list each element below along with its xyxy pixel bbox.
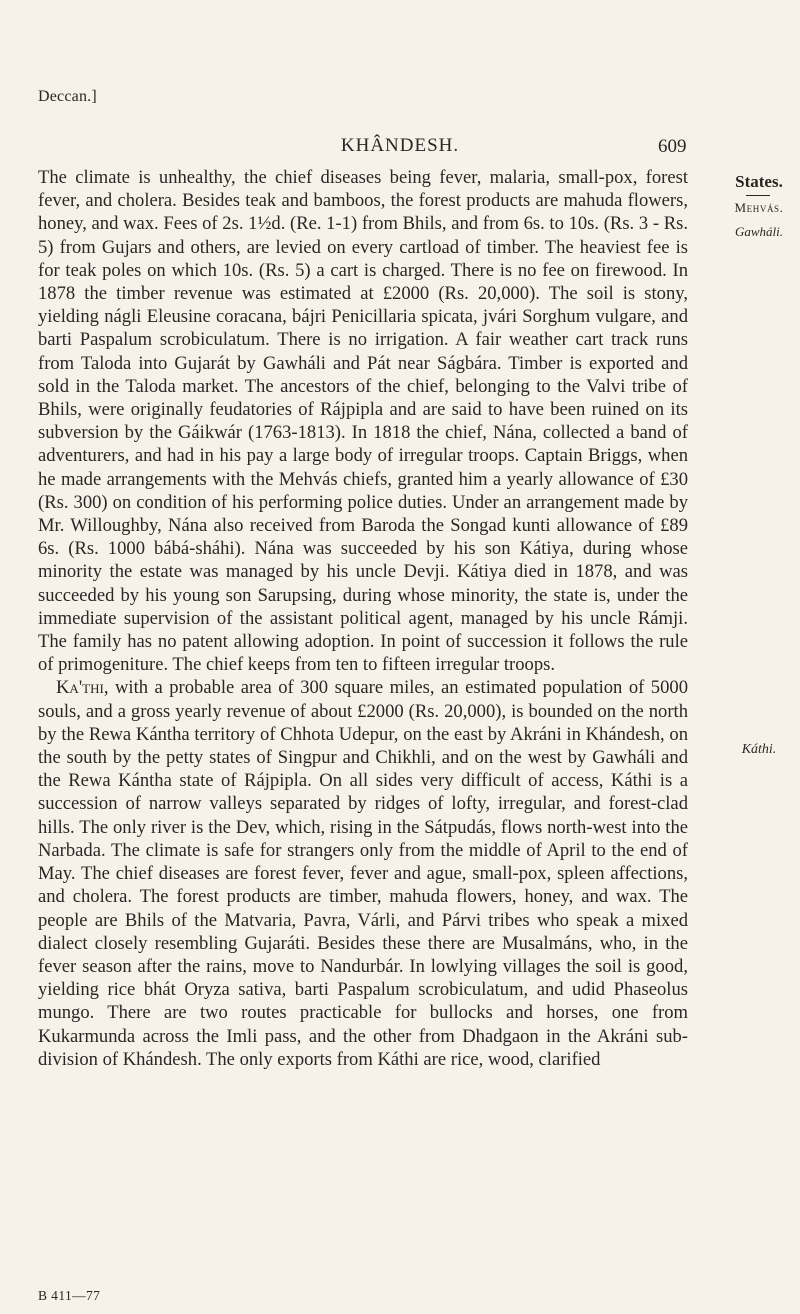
body-text xyxy=(38,166,688,1071)
paragraph-text: The climate is unhealthy, the chief diseases being fever, malaria, small-pox, forest fever, and cholera. Besides teak and bamboos, the forest products are mahuda flowers, honey, and wax. Fees of 2s. 1½d. (Re. 1-1) from Bhils, and from 6s. to 10s. (Rs. 3 - Rs. 5) from Gujars and others, are levied on every cartload of timber. The heaviest fee is for teak poles on which 10s. (Rs. 5) a cart is charged. There is no fee on firewood. In 1878 the timber revenue was estimated at £2000 (Rs. 20,000). The soil is stony, yielding nágli Eleusine coracana, bájri Penicillaria spicata, jvári Sorghum vulgare, and barti Paspalum scrobiculatum. There is no irrigation. A fair weather cart track runs from Taloda into Gujarát by Gawháli and Pát near Ságbára. Timber is exported and sold in the Taloda market. The ancestors of the chief, belonging to the Valvi tribe of Bhils, were originally feudatories of Rájpipla and are said to have been ruined on its subversion by the Gáikwár (1763-1813). In 1818 the chief, Nána, collected a band of adventurers, and had in his pay a large body of irregular troops. Captain Briggs, when he made arrangements with the Mehvás chiefs, granted him a yearly allowance of £30 (Rs. 300) on condition of his performing police duties. Under an arrangement made by Mr. Willoughby, Nána also received from Baroda the Songad kunti allowance of £89 6s. (Rs. 1000 bábá-sháhi). Nána was succeeded by his son Kátiya, during whose minority the estate was managed by his uncle Devji. Kátiya died in 1878, and was succeeded by his young son Sarupsing, during whose minority, the state is, under the immediate supervision of the assistant political agent, managed by his uncle Rámji. The family has no patent allowing adoption. In point of succession it follows the rule of primogeniture. The chief keeps from ten to fifteen irregular troops. xyxy=(38,167,688,676)
paragraph-lead: Ka'thi, xyxy=(56,677,109,699)
printer-signature: B 411—77 xyxy=(38,1288,101,1303)
margin-note-mehvas: Mehvás. xyxy=(734,200,784,215)
running-head-title: KHÂNDESH. xyxy=(340,135,460,156)
paragraph-mehvas-gawhali xyxy=(38,166,688,676)
running-head-section: Deccan.] xyxy=(38,88,97,105)
margin-note-kathi: Káthi. xyxy=(741,742,777,757)
page-number: 609 xyxy=(658,136,687,157)
margin-notes xyxy=(720,0,800,1314)
paragraph-text: with a probable area of 300 square miles, an estimated population of 5000 souls, and a gross yearly revenue of about £2000 (Rs. 20,000), is bounded on the north by the Rewa Kántha territory of Chhota Udepur, on the east by Akráni in Khándesh, on the south by the petty states of Singpur and Chikhli, and on the west by Gawháli and the Rewa Kántha state of Rájpipla. On all sides very difficult of access, Káthi is a succession of narrow valleys separated by ridges of lofty, irregular, and forest-clad hills. The only river is the Dev, which, rising in the Sátpudás, flows north-west into the Narbada. The climate is safe for strangers only from the middle of April to the end of May. The chief diseases are forest fever, fever and ague, small-pox, spleen affections, and cholera. The forest products are timber, mahuda flowers, honey, and wax. The people are Bhils of the Matvaria, Pavra, Várli, and Párvi tribes who speak a mixed dialect closely resembling Gujaráti. Besides these there are Musalmáns, who, in the fever season after the rains, move to Nandurbár. In lowlying villages the soil is good, yielding rice bhát Oryza sativa, barti Paspalum scrobiculatum, and udid Phaseolus mungo. There are two routes practicable for bullocks and horses, one from Kukarmunda across the Imli pass, and the other from Dhadgaon in the Akráni sub-division of Khándesh. The only exports from Káthi are rice, wood, clarified xyxy=(38,677,688,1070)
margin-note-states: States. xyxy=(735,172,783,191)
margin-note-divider xyxy=(746,195,770,196)
margin-note-gawhali: Gawháli. xyxy=(734,224,784,239)
paragraph-kathi xyxy=(38,676,688,1070)
